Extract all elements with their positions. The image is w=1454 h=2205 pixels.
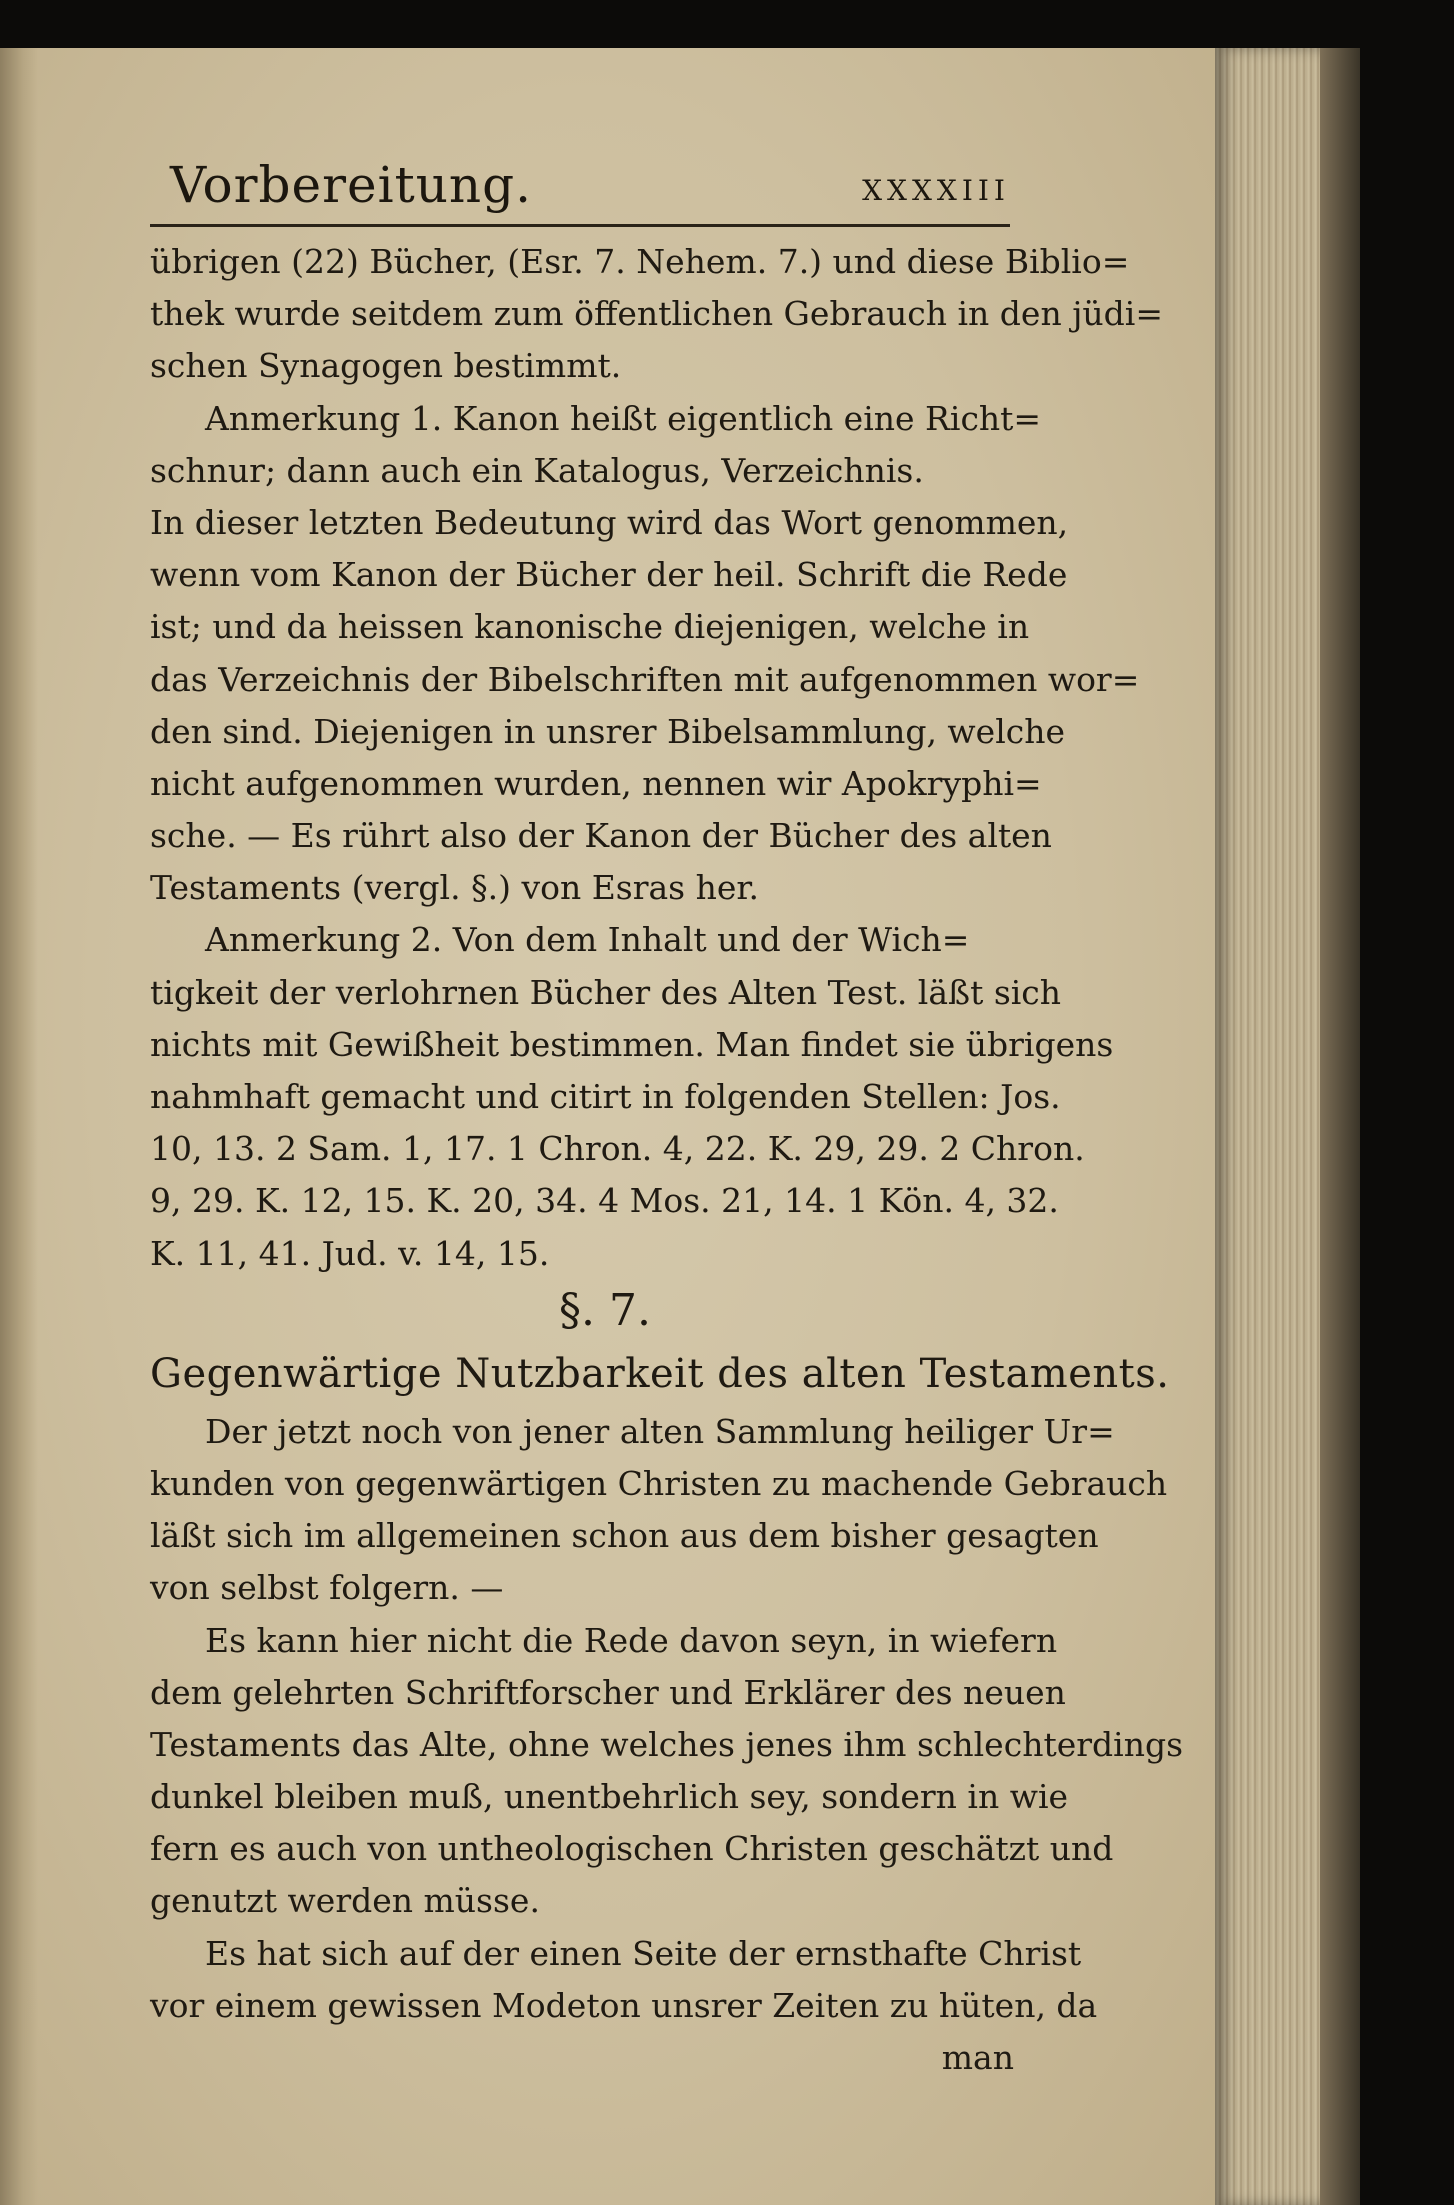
text-line: wenn vom Kanon der Bücher der heil. Schrift die Rede [150,555,1068,595]
book-gutter [0,48,38,2205]
running-title: Vorbereitung. [170,156,532,214]
section-title: Gegenwärtige Nutzbarkeit des alten Testaments. [150,1350,1170,1397]
text-line: das Verzeichnis der Bibelschriften mit aufgenommen wor= [150,659,1140,699]
text-line: von selbst folgern. — [150,1568,504,1608]
book-cover-edge [1320,48,1360,2205]
page-number: XXXXIII [862,174,1010,207]
catchword: man [941,2038,1014,2077]
text-line: thek wurde seitdem zum öffentlichen Gebrauch in den jüdi= [150,294,1164,334]
page-header [150,150,1010,220]
text-line: Testaments (vergl. §.) von Esras her. [150,868,760,908]
text-line: kunden von gegenwärtigen Christen zu machende Gebrauch [150,1463,1168,1503]
body-text [150,236,1184,2084]
text-line: nichts mit Gewißheit bestimmen. Man findet sie übrigens [150,1024,1114,1064]
text-line: schnur; dann auch ein Katalogus, Verzeichnis. [150,450,924,490]
note-2-start: Anmerkung 2. Von dem Inhalt und der Wich= [205,920,970,960]
text-line: genutzt werden müsse. [150,1881,540,1921]
text-line: tigkeit der verlohrnen Bücher des Alten Test. läßt sich [150,972,1062,1012]
text-line: dem gelehrten Schriftforscher und Erklärer des neuen [150,1672,1066,1712]
text-line: den sind. Diejenigen in unsrer Bibelsammlung, welche [150,711,1066,751]
header-rule [150,224,1010,227]
note-1-start: Anmerkung 1. Kanon heißt eigentlich eine Richt= [205,398,1042,438]
text-line: K. 11, 41. Jud. v. 14, 15. [150,1233,550,1273]
text-line: läßt sich im allgemeinen schon aus dem bisher gesagten [150,1516,1099,1556]
text-line: schen Synagogen bestimmt. [150,346,622,386]
text-line: ist; und da heissen kanonische diejenigen, welche in [150,607,1030,647]
text-line: sche. — Es rührt also der Kanon der Bücher des alten [150,816,1052,856]
section-number: §. 7. [559,1284,651,1336]
paragraph-start: Es hat sich auf der einen Seite der ernsthafte Christ [205,1933,1082,1973]
text-line: dunkel bleiben muß, unentbehrlich sey, sondern in wie [150,1777,1069,1817]
paragraph-start: Der jetzt noch von jener alten Sammlung heiliger Ur= [205,1411,1115,1451]
text-line: fern es auch von untheologischen Christen geschätzt und [150,1829,1114,1869]
text-line: übrigen (22) Bücher, (Esr. 7. Nehem. 7.) und diese Biblio= [150,242,1130,281]
text-line: Testaments das Alte, ohne welches jenes ihm schlechterdings [150,1724,1184,1764]
text-line: nicht aufgenommen wurden, nennen wir Apokryphi= [150,763,1042,803]
text-line: 9, 29. K. 12, 15. K. 20, 34. 4 Mos. 21, 14. 1 Kön. 4, 32. [150,1181,1059,1221]
paragraph-start: Es kann hier nicht die Rede davon seyn, in wiefern [205,1620,1058,1660]
text-line: In dieser letzten Bedeutung wird das Wort genommen, [150,502,1069,542]
text-line: nahmhaft gemacht und citirt in folgenden Stellen: Jos. [150,1077,1061,1116]
text-line: vor einem gewissen Modeton unsrer Zeiten zu hüten, da [150,1985,1098,2025]
text-line: 10, 13. 2 Sam. 1, 17. 1 Chron. 4, 22. K. 29, 29. 2 Chron. [150,1129,1085,1169]
